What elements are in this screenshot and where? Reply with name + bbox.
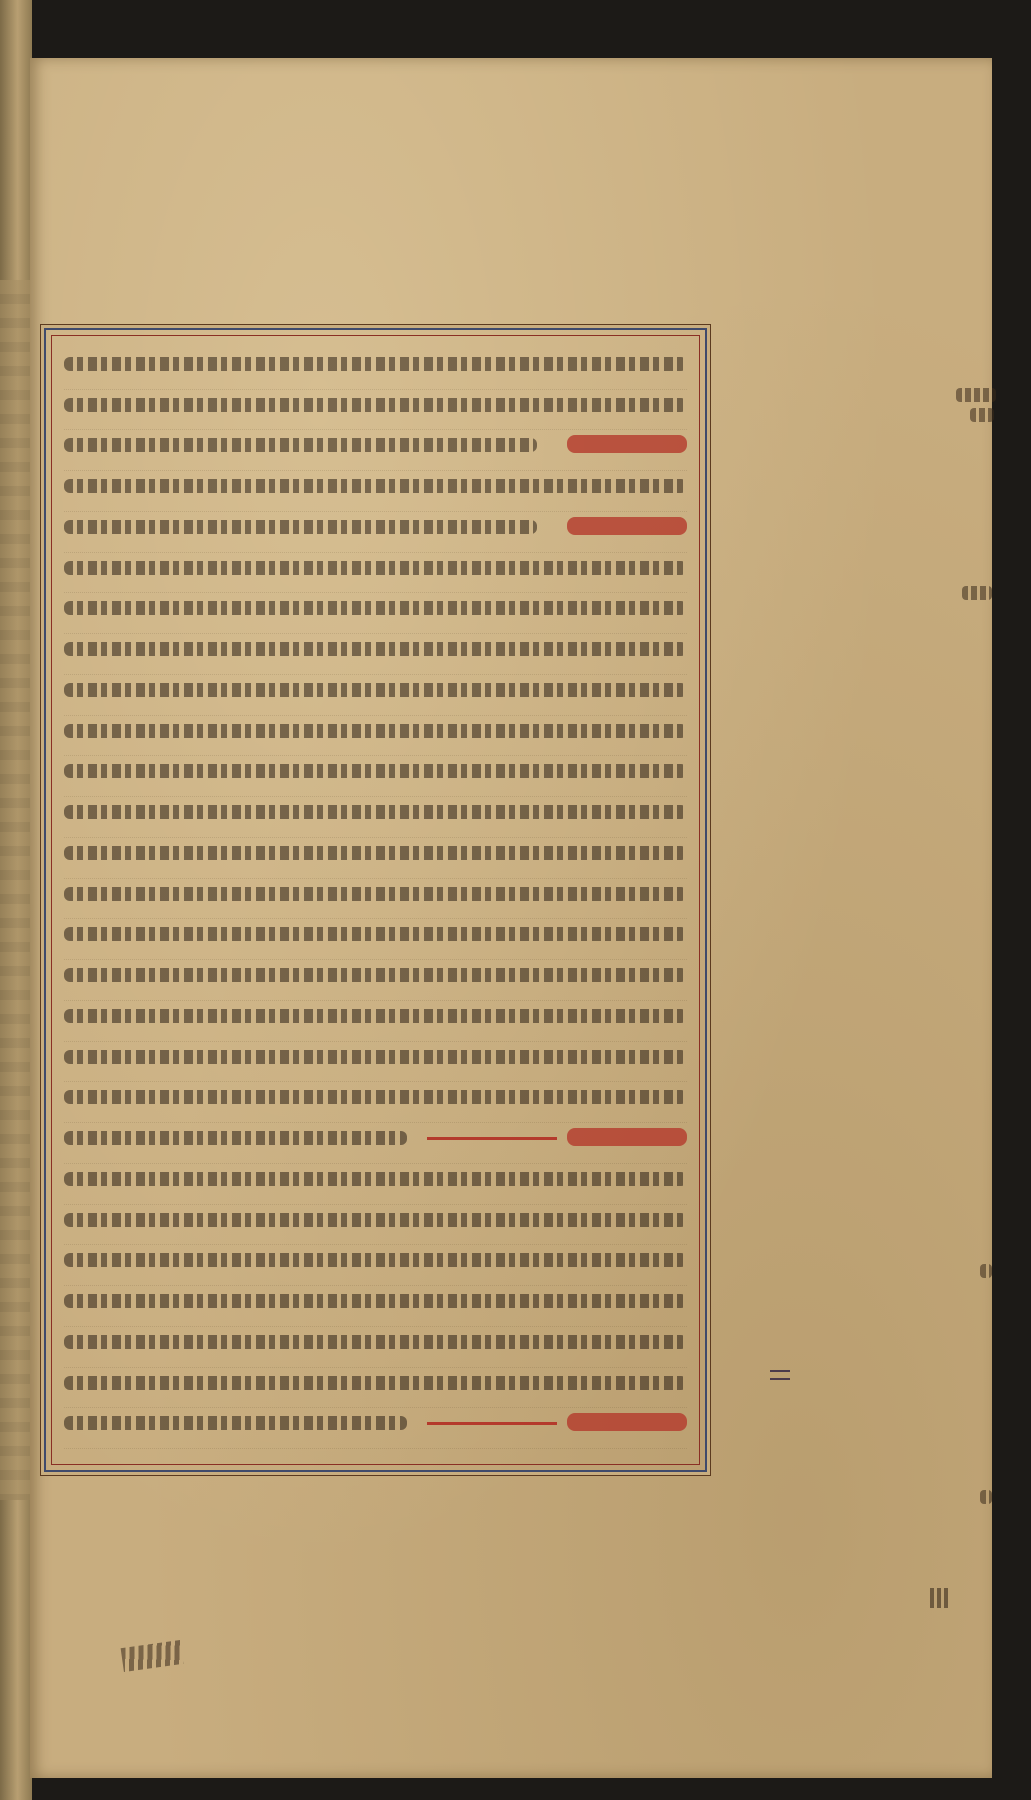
margin-note — [970, 408, 994, 422]
margin-note — [980, 1490, 992, 1504]
rubric-heading — [567, 1128, 687, 1146]
text-line — [64, 348, 687, 390]
rubric-heading — [567, 517, 687, 535]
text-line-ink — [64, 968, 687, 982]
text-line-ink — [64, 1050, 687, 1064]
rubric-rule — [427, 1422, 557, 1425]
text-line — [64, 429, 687, 471]
text-line — [64, 1244, 687, 1286]
text-line — [64, 389, 687, 431]
margin-note — [980, 1264, 992, 1278]
text-line — [64, 1407, 687, 1449]
text-line-ink — [64, 846, 687, 860]
margin-mark — [770, 1370, 790, 1380]
text-line — [64, 1163, 687, 1205]
text-line-ink — [64, 398, 687, 412]
text-line — [64, 918, 687, 960]
text-line — [64, 1367, 687, 1409]
text-line — [64, 796, 687, 838]
text-line — [64, 1204, 687, 1246]
text-line-ink — [64, 520, 537, 534]
text-line-ink — [64, 1376, 687, 1390]
text-line-ink — [64, 683, 687, 697]
text-line — [64, 1041, 687, 1083]
text-line — [64, 592, 687, 634]
text-line-ink — [64, 927, 687, 941]
text-line-ink — [64, 1009, 687, 1023]
text-line — [64, 1122, 687, 1164]
rubric-heading — [567, 435, 687, 453]
margin-note — [962, 586, 992, 600]
shelf-mark — [121, 1640, 184, 1672]
text-line-ink — [64, 1213, 687, 1227]
text-line-ink — [64, 1416, 407, 1430]
text-line-ink — [64, 1335, 687, 1349]
text-line-ink — [64, 1131, 407, 1145]
margin-note — [956, 388, 996, 402]
text-line — [64, 878, 687, 920]
text-line — [64, 1000, 687, 1042]
text-line-ink — [64, 724, 687, 738]
text-frame — [44, 328, 707, 1472]
text-line — [64, 1081, 687, 1123]
text-line-ink — [64, 479, 687, 493]
text-block — [64, 348, 687, 1452]
text-line-ink — [64, 357, 687, 371]
text-line — [64, 755, 687, 797]
text-line-ink — [64, 1253, 687, 1267]
text-line — [64, 1285, 687, 1327]
text-line-ink — [64, 1090, 687, 1104]
text-line-ink — [64, 805, 687, 819]
text-line-ink — [64, 764, 687, 778]
left-page-text-edge — [0, 280, 30, 1500]
text-line-ink — [64, 642, 687, 656]
text-line — [64, 959, 687, 1001]
rubric-heading — [567, 1413, 687, 1431]
folio-number — [930, 1588, 948, 1608]
text-line — [64, 511, 687, 553]
text-line-ink — [64, 1294, 687, 1308]
text-line-ink — [64, 1172, 687, 1186]
text-line-ink — [64, 887, 687, 901]
text-line — [64, 674, 687, 716]
text-line-ink — [64, 601, 687, 615]
text-line — [64, 470, 687, 512]
manuscript-page — [30, 58, 992, 1778]
rubric-rule — [427, 1137, 557, 1140]
text-line-ink — [64, 561, 687, 575]
text-line — [64, 1326, 687, 1368]
text-line — [64, 837, 687, 879]
text-line — [64, 633, 687, 675]
text-line — [64, 715, 687, 757]
text-line-ink — [64, 438, 537, 452]
text-line — [64, 552, 687, 594]
